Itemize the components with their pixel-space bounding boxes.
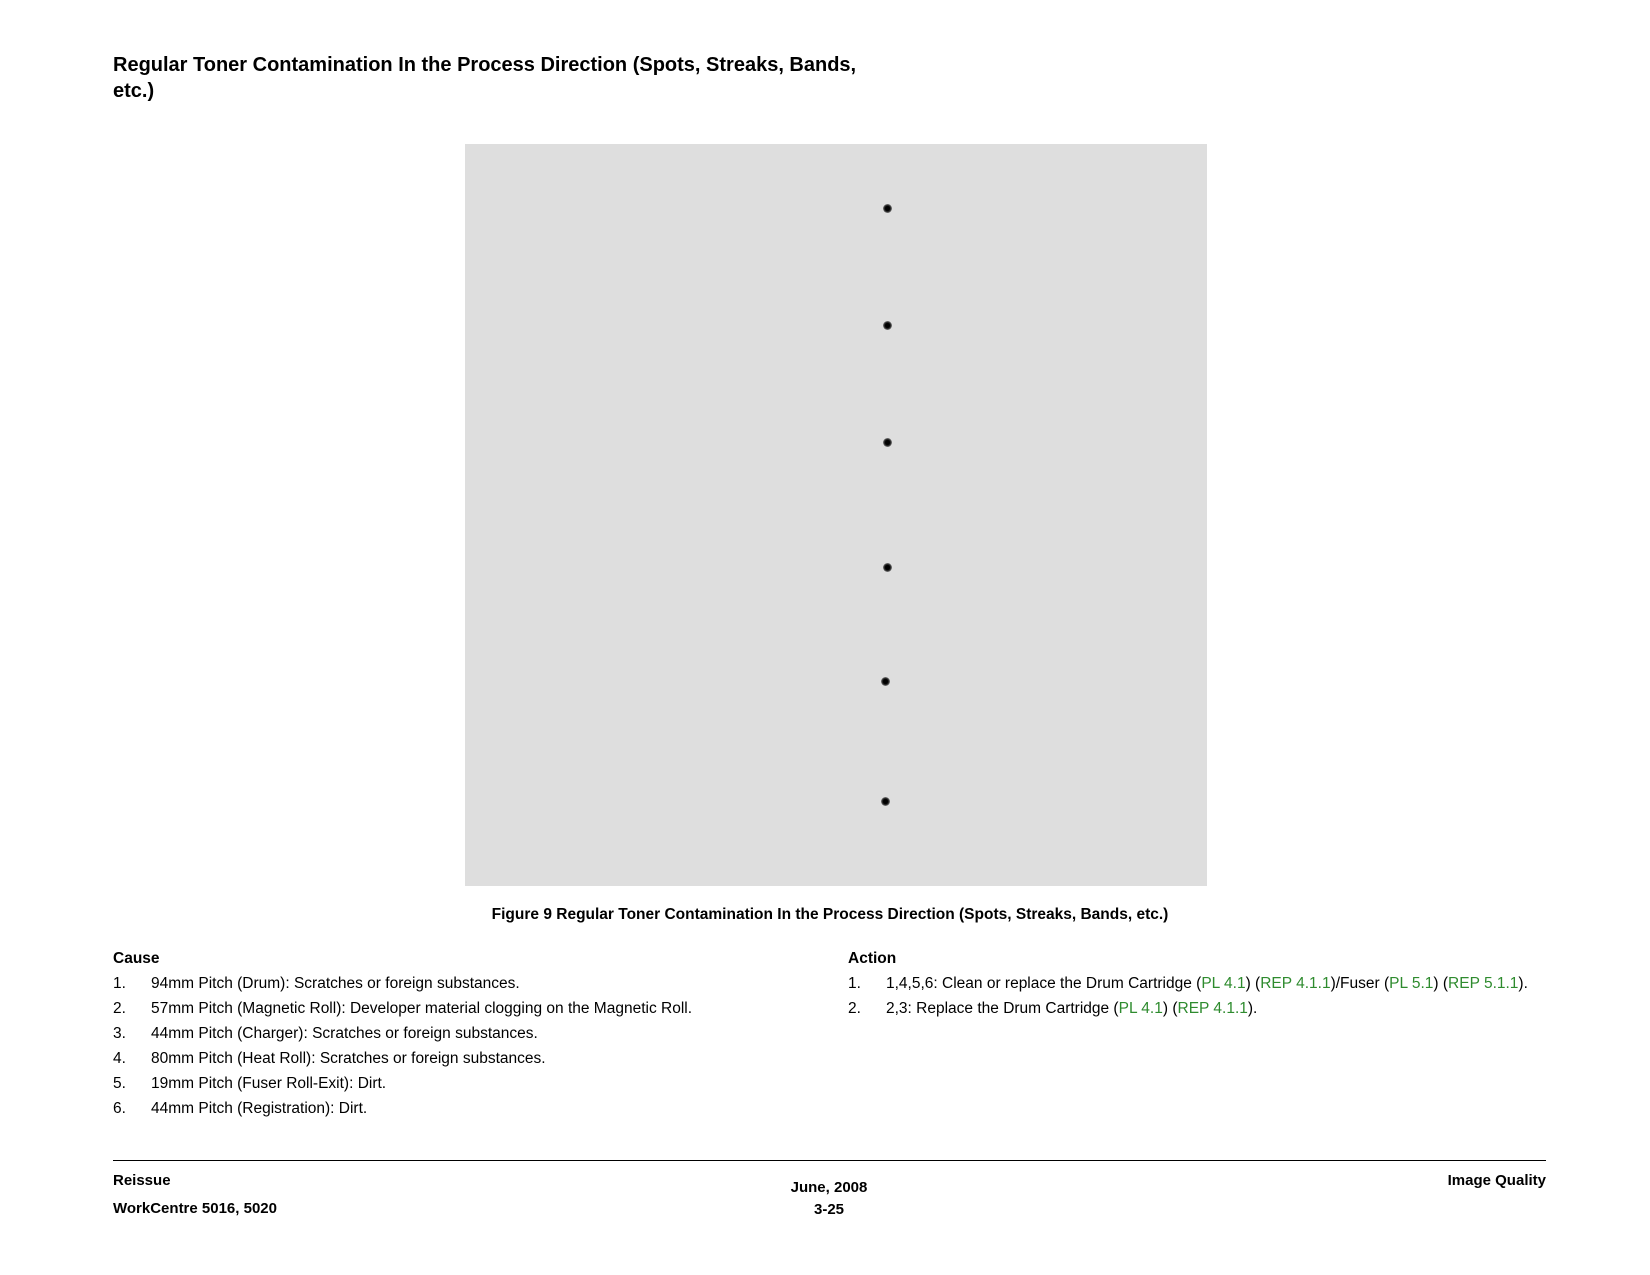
toner-spot xyxy=(881,677,890,686)
footer-date: June, 2008 xyxy=(790,1179,868,1196)
toner-spot xyxy=(883,438,892,447)
item-number: 1. xyxy=(848,975,861,992)
item-number: 6. xyxy=(113,1100,126,1117)
footer-divider xyxy=(113,1160,1546,1161)
item-text: 44mm Pitch (Registration): Dirt. xyxy=(151,1100,368,1117)
item-number: 3. xyxy=(113,1025,126,1042)
toner-spot xyxy=(881,797,890,806)
figure-caption: Figure 9 Regular Toner Contamination In the Process Direction (Spots, Streaks, Bands, etc.) xyxy=(491,906,1169,923)
toner-spot xyxy=(883,563,892,572)
cause-list xyxy=(113,974,813,1119)
footer-section: Image Quality xyxy=(1447,1172,1546,1189)
contamination-sample-figure xyxy=(465,144,1207,886)
action-section xyxy=(848,949,1548,1024)
cause-section xyxy=(113,949,813,1124)
item-text: 80mm Pitch (Heat Roll): Scratches or foreign substances. xyxy=(151,1050,546,1067)
item-text: )/Fuser ( xyxy=(1330,975,1390,992)
action-heading: Action xyxy=(848,950,897,967)
item-text: 19mm Pitch (Fuser Roll-Exit): Dirt. xyxy=(151,1075,387,1092)
page-title: Regular Toner Contamination In the Process Direction (Spots, Streaks, Bands, etc.) xyxy=(113,54,857,102)
item-text: ) ( xyxy=(1162,1000,1178,1017)
item-text: 57mm Pitch (Magnetic Roll): Developer material clogging on the Magnetic Roll. xyxy=(151,1000,693,1017)
list-item xyxy=(848,999,1548,1019)
link-pl-4-1[interactable]: PL 4.1 xyxy=(1118,1000,1163,1017)
item-text: 2,3: Replace the Drum Cartridge ( xyxy=(886,1000,1119,1017)
link-rep-4-1-1[interactable]: REP 4.1.1 xyxy=(1177,1000,1248,1017)
item-text: 44mm Pitch (Charger): Scratches or foreign substances. xyxy=(151,1025,538,1042)
list-item xyxy=(113,1024,813,1044)
item-number: 5. xyxy=(113,1075,126,1092)
toner-spot xyxy=(883,321,892,330)
item-number: 2. xyxy=(113,1000,126,1017)
item-number: 1. xyxy=(113,975,126,992)
link-rep-5-1-1[interactable]: REP 5.1.1 xyxy=(1448,975,1519,992)
item-text: ). xyxy=(1518,975,1528,992)
item-number: 4. xyxy=(113,1050,126,1067)
item-text: ). xyxy=(1247,1000,1258,1017)
item-text: 1,4,5,6: Clean or replace the Drum Cartridge ( xyxy=(886,975,1202,992)
link-pl-5-1[interactable]: PL 5.1 xyxy=(1389,975,1434,992)
link-rep-4-1-1[interactable]: REP 4.1.1 xyxy=(1260,975,1331,992)
toner-spot xyxy=(883,204,892,213)
page-number: 3-25 xyxy=(813,1201,845,1218)
list-item xyxy=(113,1074,813,1094)
list-item xyxy=(113,1099,813,1119)
list-item xyxy=(113,974,813,994)
item-text: ) ( xyxy=(1245,975,1261,992)
cause-heading: Cause xyxy=(113,950,160,967)
item-text: 94mm Pitch (Drum): Scratches or foreign substances. xyxy=(151,975,520,992)
link-pl-4-1[interactable]: PL 4.1 xyxy=(1201,975,1246,992)
action-list xyxy=(848,974,1548,1019)
footer-product: WorkCentre 5016, 5020 xyxy=(113,1200,277,1217)
list-item xyxy=(113,999,813,1019)
footer-status: Reissue xyxy=(113,1172,171,1189)
list-item xyxy=(113,1049,813,1069)
item-number: 2. xyxy=(848,1000,861,1017)
list-item xyxy=(848,974,1548,994)
item-text: ) ( xyxy=(1433,975,1449,992)
